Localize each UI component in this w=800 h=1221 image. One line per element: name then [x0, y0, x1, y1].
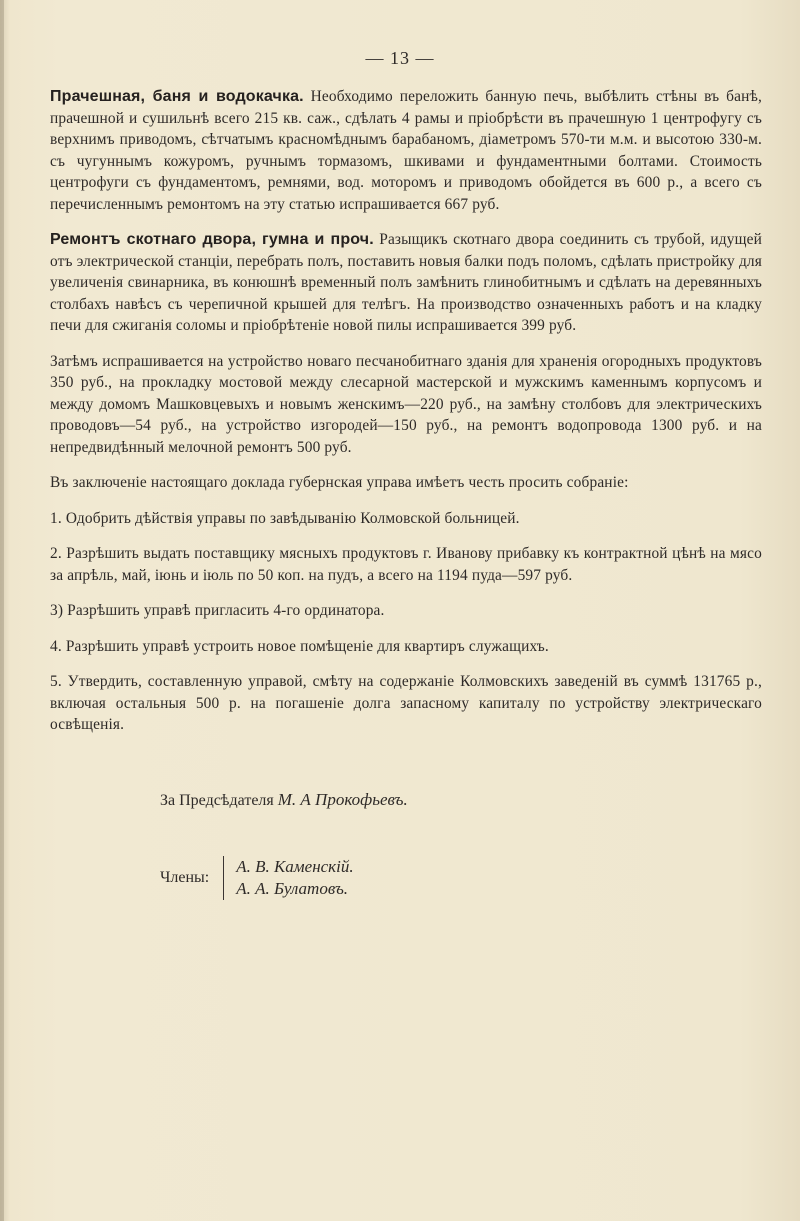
- paragraph-text: Затѣмъ испрашивается на устройство новаго песчанобитнаго зданія для храненія огородныхъ продуктовъ 350 руб., на прокладку мостовой между слесарной мастерской и мужскимъ каменнымъ корпусомъ и между домомъ Машковцевыхъ и новымъ женскимъ—220 руб., на замѣну столбовъ для электрическихъ проводовъ—54 руб., на устройство изгородей—150 руб., на ремонтъ водопровода 1300 руб. и на непредвидѣнный мелочной ремонтъ 500 руб.: [50, 352, 762, 456]
- resolution-item-2: [50, 543, 762, 586]
- paragraph-laundry: [50, 86, 762, 215]
- paragraph-text: 3) Разрѣшить управѣ пригласить 4-го ординатора.: [50, 602, 385, 619]
- signature-label: За Предсѣдателя: [160, 792, 274, 809]
- signature-name: М. А Прокофьевъ.: [277, 790, 408, 809]
- member-name: А. А. Булатовъ.: [236, 879, 349, 898]
- paragraph-additional-requests: [50, 351, 762, 459]
- members-label: Члены:: [160, 869, 210, 886]
- paragraph-text: 5. Утвердить, составленную управой, смѣту на содержаніе Колмовскихъ заведеній въ суммѣ 131765 р., включая остальныя 500 р. на погашеніе долга запасному капиталу по устройству электрическаго освѣщенія.: [50, 673, 762, 733]
- section-heading: Ремонтъ скотнаго двора, гумна и проч.: [50, 231, 374, 248]
- chairman-signature: [160, 790, 408, 810]
- members-signatures: [160, 856, 354, 900]
- paragraph-text: 2. Разрѣшить выдать поставщику мясныхъ продуктовъ г. Иванову прибавку къ контрактной цѣнѣ на мясо за апрѣль, май, іюнь и іюль по 50 коп. на пудъ, а всего на 1194 пуда—597 руб.: [50, 545, 762, 584]
- paragraph-text: Необходимо переложить банную печь, выбѣлить стѣны въ банѣ, прачешной и сушильнѣ всего 215 кв. саж., сдѣлать 4 рамы и пріобрѣсти въ прачешную 1 центрофугу съ верхнимъ приводомъ, сѣтчатымъ красномѣднымъ барабаномъ, діаметромъ 570-ти м.м. и высотою 330-м. съ чугуннымъ кожуромъ, ручнымъ тормазомъ, шкивами и фундаментными болтами. Стоимость центрофуги съ фундаментомъ, ремнями, вод. моторомъ и приводомъ обойдется въ 600 р., а всего съ перечисленнымъ ремонтомъ на эту статью испрашивается 667 руб.: [50, 88, 762, 213]
- paragraph-cattle-yard: [50, 229, 762, 337]
- members-list: [223, 856, 353, 900]
- paragraph-text: Въ заключеніе настоящаго доклада губернская управа имѣетъ честь просить собраніе:: [50, 474, 629, 491]
- paragraph-text: 4. Разрѣшить управѣ устроить новое помѣщеніе для квартиръ служащихъ.: [50, 637, 549, 655]
- paragraph-text: Разыщикъ скотнаго двора соединить съ трубой, идущей отъ электрической станціи, перебрать полъ, поставить новыя балки подъ поломъ, сдѣлать пристройку для увеличенія свинарника, въ конюшнѣ временный полъ замѣнить глинобитнымъ и сдѣлать на деревянныхъ столбахъ навѣсъ съ черепичной крышей для телѣгъ. На производство означенныхъ работъ и на кладку печи для сжиганія соломы и пріобрѣтеніе новой пилы испрашивается 399 руб.: [50, 231, 762, 334]
- resolution-item-3: [50, 600, 762, 622]
- member-name: А. В. Каменскій.: [236, 857, 354, 876]
- document-body: [50, 86, 762, 750]
- paragraph-conclusion: [50, 472, 762, 494]
- resolution-item-1: [50, 508, 762, 530]
- resolution-item-5: [50, 671, 762, 736]
- section-heading: Прачешная, баня и водокачка.: [50, 88, 304, 105]
- resolution-item-4: [50, 636, 762, 658]
- page-number: — 13 —: [365, 48, 435, 68]
- paragraph-text: 1. Одобрить дѣйствія управы по завѣдыванію Колмовской больницей.: [50, 509, 520, 527]
